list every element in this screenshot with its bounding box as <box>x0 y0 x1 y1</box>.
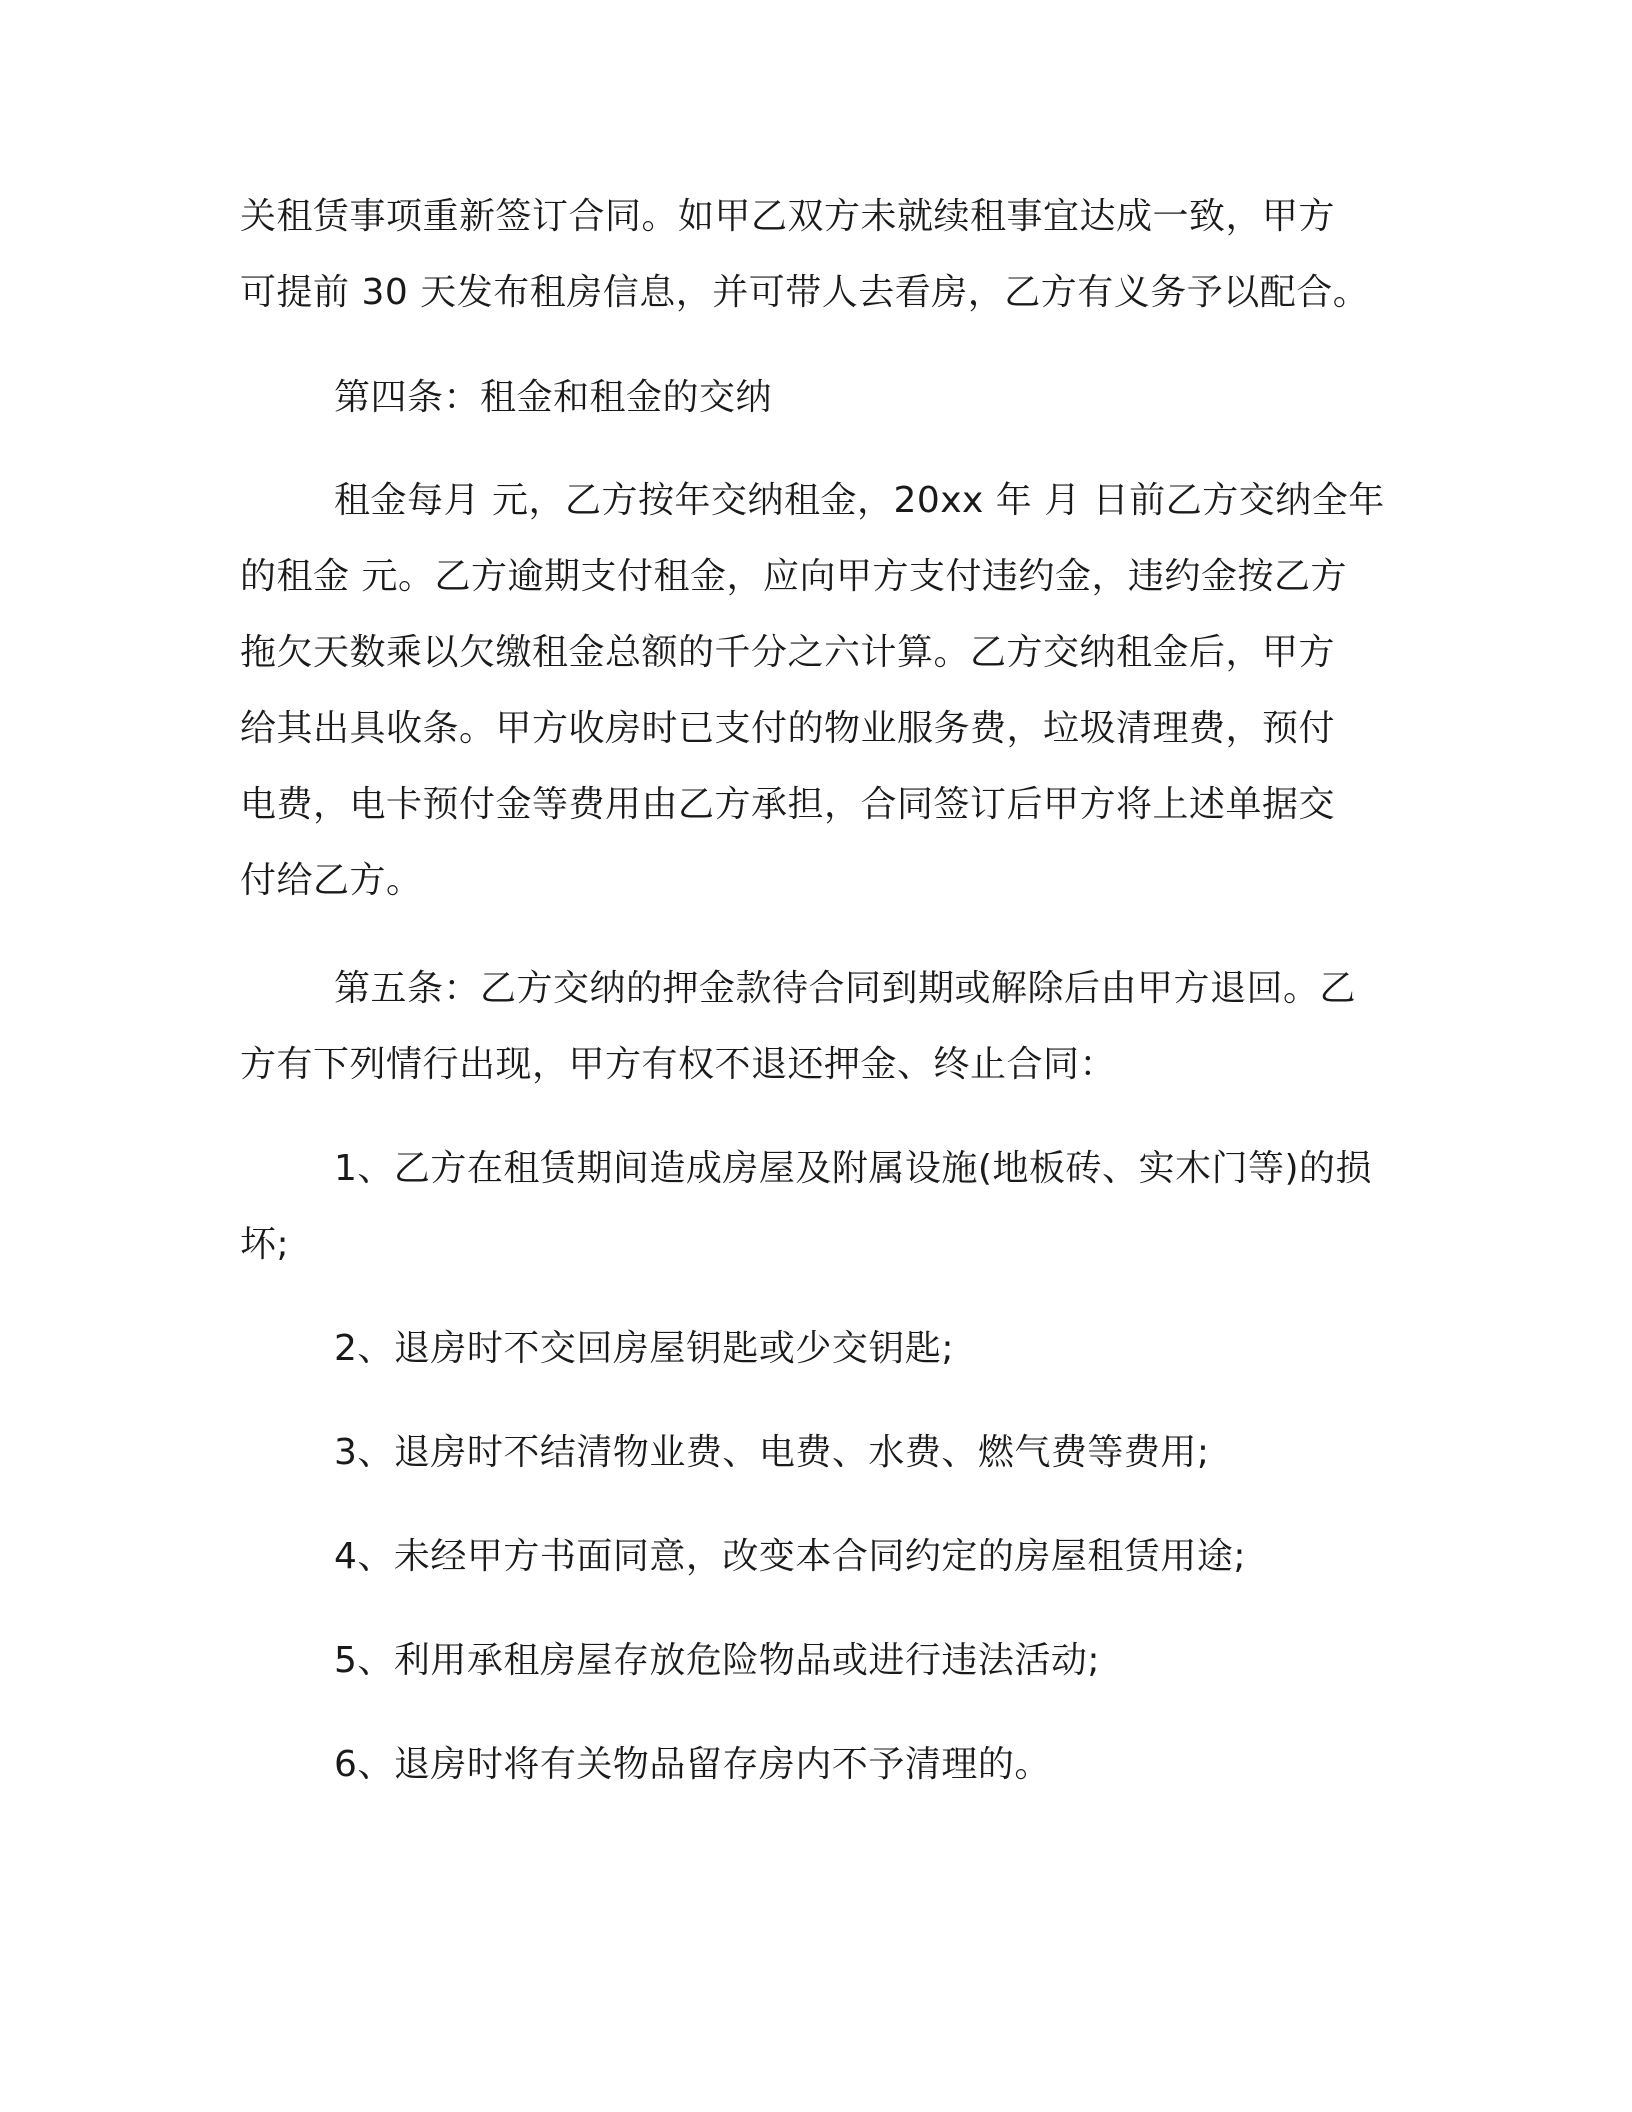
list-item: 4、未经甲方书面同意，改变本合同约定的房屋租赁用途; <box>334 1536 1247 1577</box>
text-line: 可提前 30 天发布租房信息，并可带人去看房，乙方有义务予以配合。 <box>240 272 1370 313</box>
list-item: 5、利用承租房屋存放危险物品或进行违法活动; <box>334 1640 1101 1681</box>
text-line: 关租赁事项重新签订合同。如甲乙双方未就续租事宜达成一致，甲方 <box>240 196 1336 237</box>
list-item: 2、退房时不交回房屋钥匙或少交钥匙; <box>334 1328 955 1369</box>
text-line: 给其出具收条。甲方收房时已支付的物业服务费，垃圾清理费，预付 <box>240 708 1336 749</box>
text-line: 拖欠天数乘以欠缴租金总额的千分之六计算。乙方交纳租金后，甲方 <box>240 632 1336 673</box>
text-line: 租金每月 元，乙方按年交纳租金，20xx 年 月 日前乙方交纳全年 <box>334 480 1385 521</box>
text-line: 第五条：乙方交纳的押金款待合同到期或解除后由甲方退回。乙 <box>334 968 1357 1009</box>
text-line: 电费，电卡预付金等费用由乙方承担，合同签订后甲方将上述单据交 <box>240 784 1336 825</box>
text-line: 付给乙方。 <box>240 860 423 901</box>
list-item: 3、退房时不结清物业费、电费、水费、燃气费等费用; <box>334 1432 1210 1473</box>
list-item: 6、退房时将有关物品留存房内不予清理的。 <box>334 1744 1051 1785</box>
list-item: 1、乙方在租赁期间造成房屋及附属设施(地板砖、实木门等)的损 <box>334 1148 1372 1189</box>
text-line: 方有下列情行出现，甲方有权不退还押金、终止合同： <box>240 1044 1117 1085</box>
article-heading: 第四条：租金和租金的交纳 <box>334 377 773 418</box>
text-line: 的租金 元。乙方逾期支付租金，应向甲方支付违约金，违约金按乙方 <box>240 556 1347 597</box>
list-item-continuation: 坏; <box>240 1224 290 1265</box>
